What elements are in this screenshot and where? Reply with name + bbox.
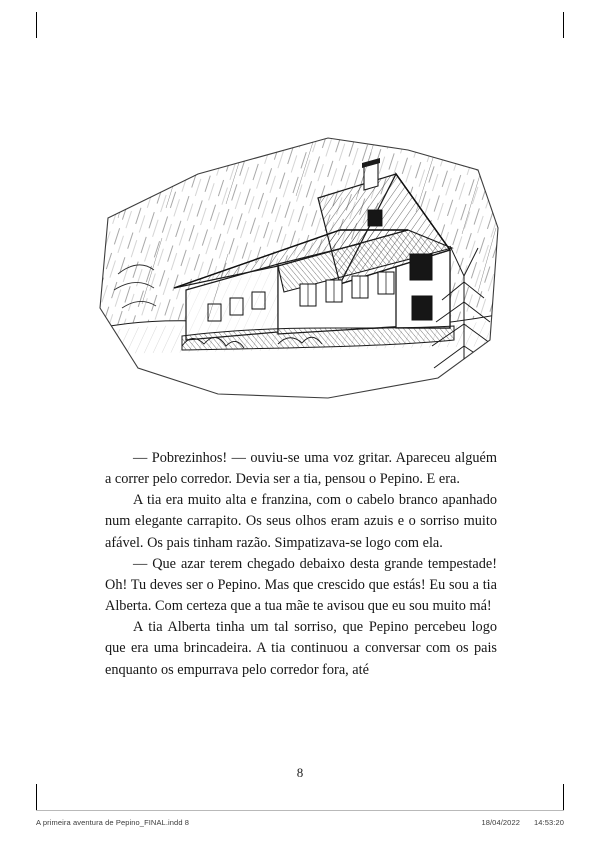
footer-date: 18/04/2022 xyxy=(481,818,520,827)
crop-mark-top-left xyxy=(36,12,37,38)
footer-file-label: A primeira aventura de Pepino_FINAL.indd 8 xyxy=(36,818,190,827)
crop-mark-bottom-left xyxy=(36,784,37,810)
print-footer xyxy=(36,818,564,827)
paragraph: — Pobrezinhos! — ouviu-se uma voz gritar. Apareceu alguém a correr pelo corredor. Devia ser a tia, pensou o Pepino. E era. xyxy=(105,450,497,488)
footer-time: 14:53:20 xyxy=(534,818,564,827)
crop-mark-bottom-right xyxy=(563,784,564,810)
page-number: 8 xyxy=(296,765,304,780)
house-in-rain-illustration xyxy=(78,78,522,428)
paragraph: A tia era muito alta e franzina, com o cabelo branco apanhado num elegante carrapito. Os seus olhos eram azuis e o sorriso muito afável. Os pais tinham razão. Simpatizava-se logo com ela. xyxy=(105,492,497,551)
paragraph: A tia Alberta tinha um tal sorriso, que Pepino percebeu logo que era uma brincadeira. A tia continuou a conversar com os pais enquanto os empurrava pelo corredor fora, até xyxy=(105,619,497,678)
body-text xyxy=(105,448,497,681)
footer-divider xyxy=(36,810,564,811)
crop-mark-top-right xyxy=(563,12,564,38)
paragraph: — Que azar terem chegado debaixo desta grande tempestade! Oh! Tu deves ser o Pepino. Mas que crescido que estás! Eu sou a tia Alberta. Com certeza que a tua mãe te avisou que eu sou muito má! xyxy=(105,555,497,615)
